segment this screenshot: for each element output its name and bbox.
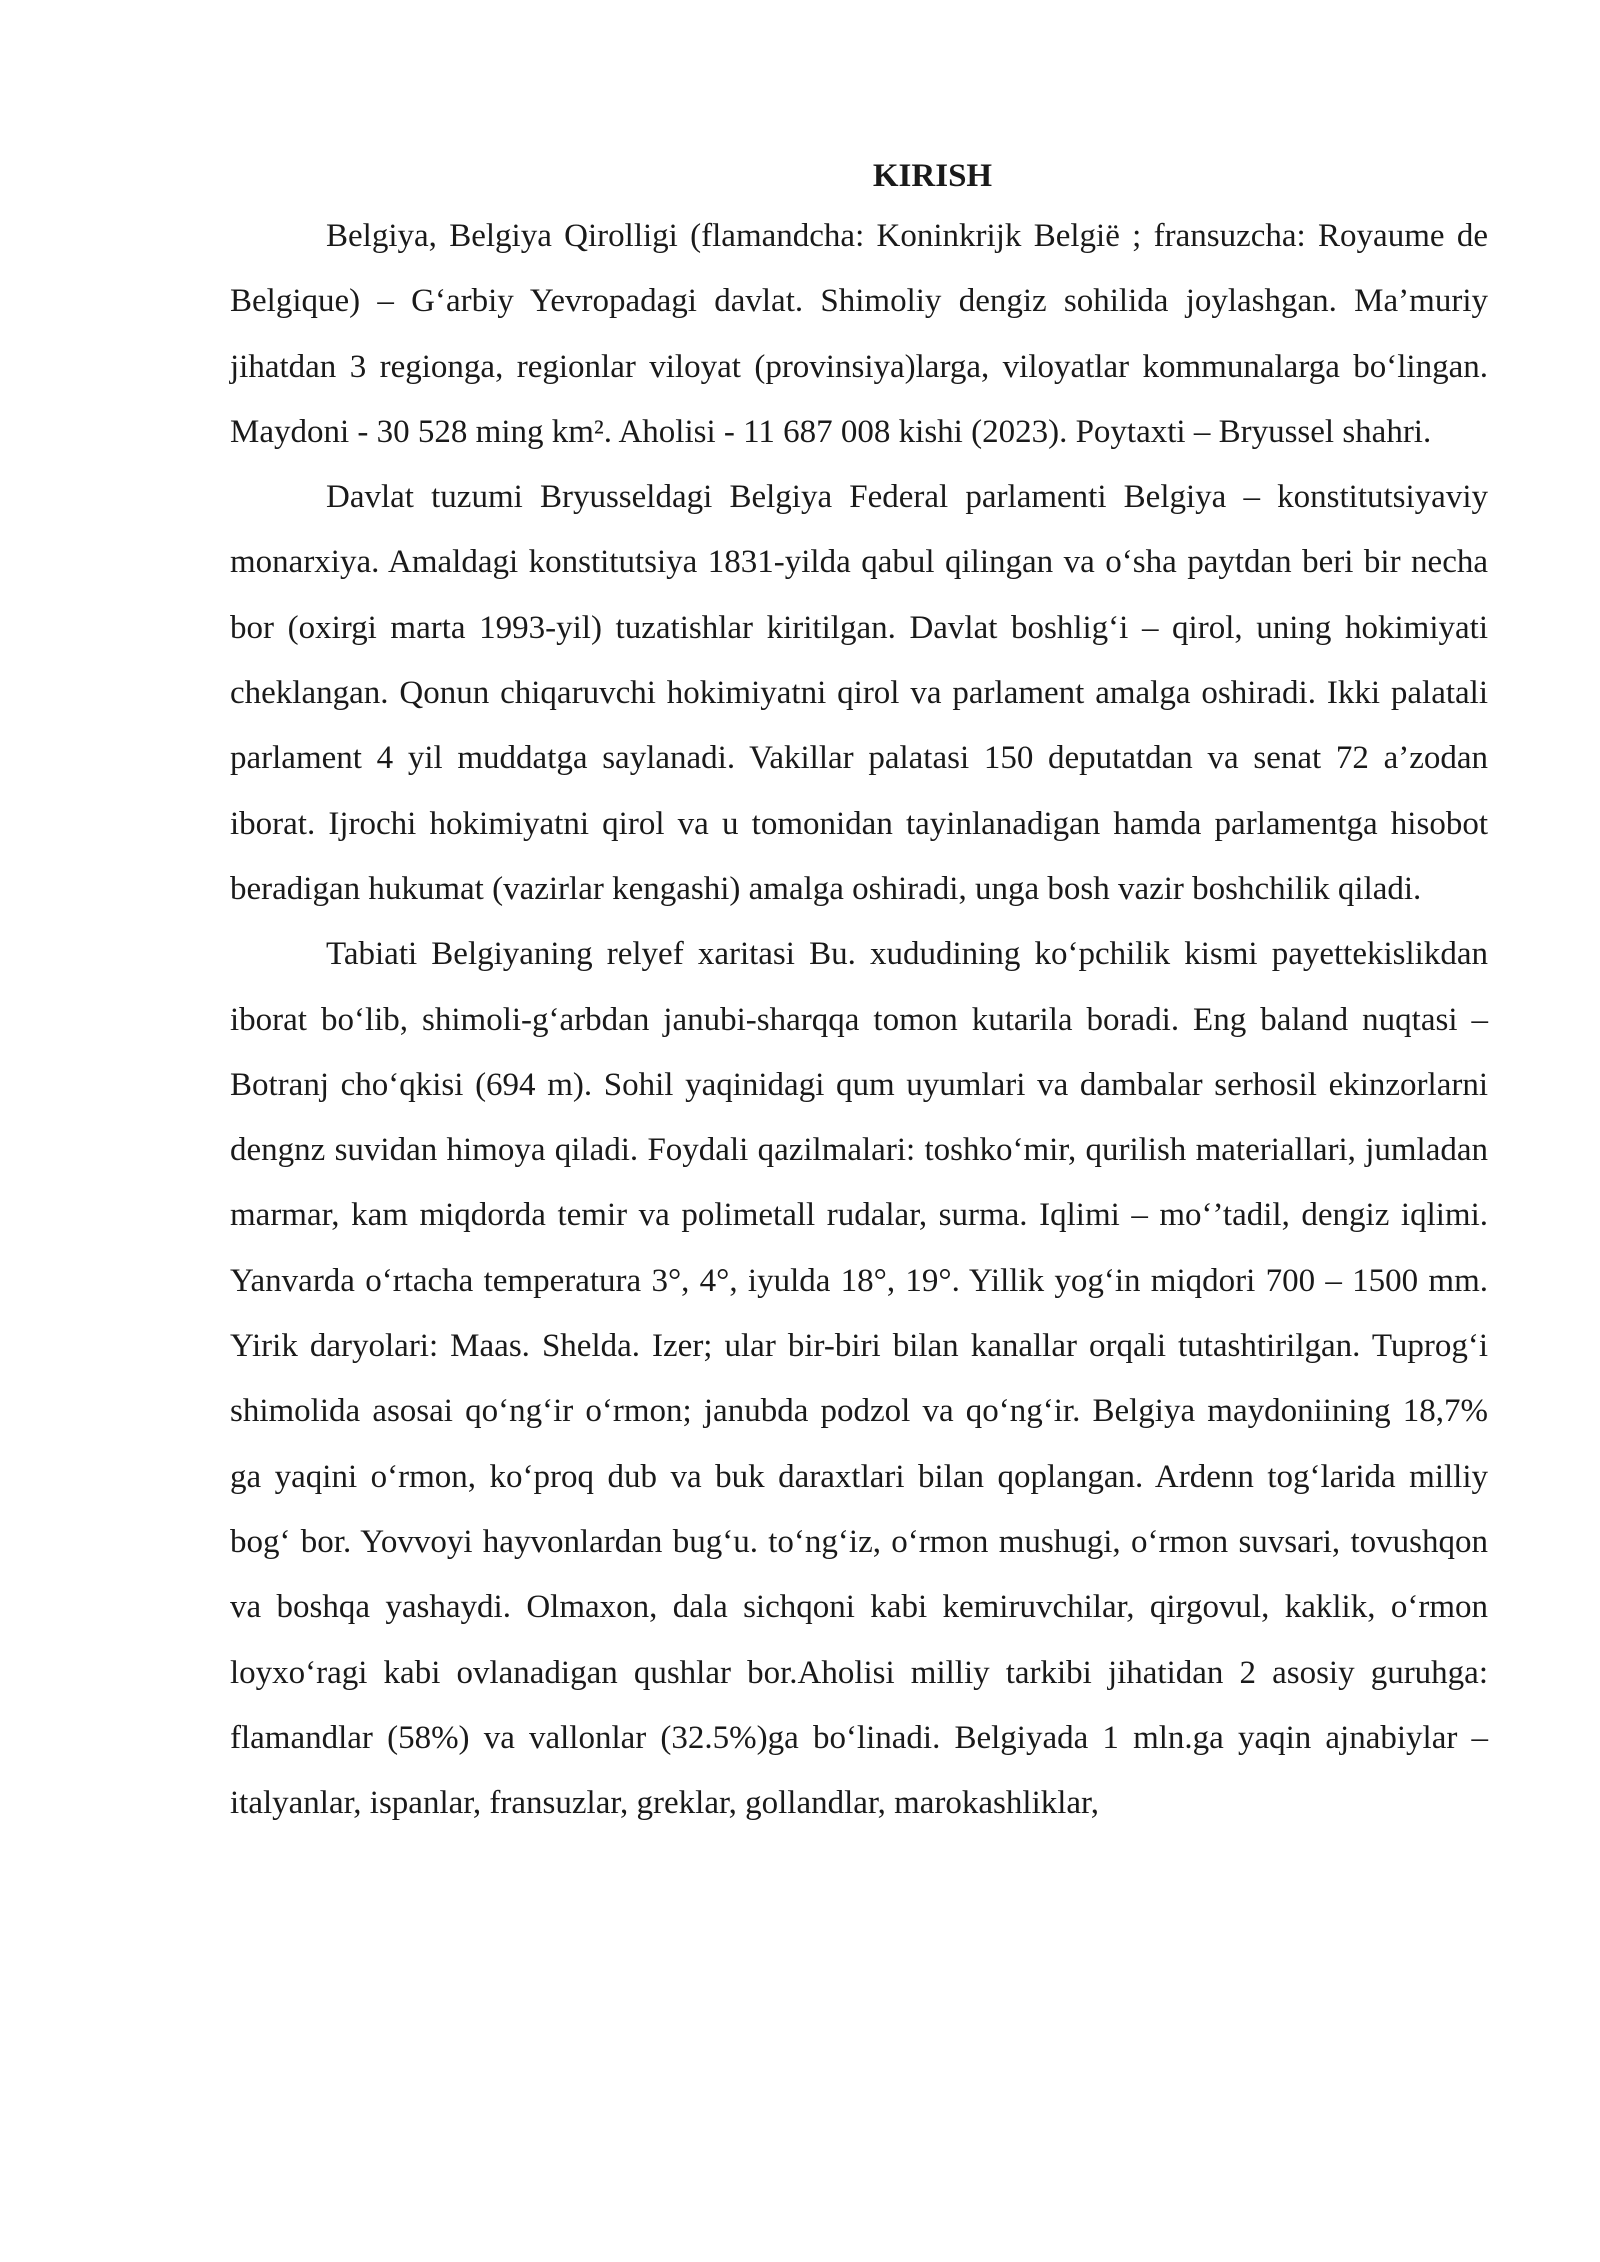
paragraph-intro: Belgiya, Belgiya Qirolligi (flamandcha: Koninkrijk België ; fransuzcha: Royaume de Belgique) – G‘arbiy Yevropadagi davlat. Shimoliy dengiz sohilida joylashgan. Ma’muriy jihatdan 3 regionga, regionlar viloyat (provinsiya)larga, viloyatlar kommunalarga bo‘lingan. Maydoni - 30 528 ming km². Aholisi - 11 687 008 kishi (2023). Poytaxti – Bryussel shahri. [230, 218, 1488, 450]
document-page [230, 148, 1488, 1836]
page-title: KIRISH [872, 158, 993, 194]
paragraph-nature: Tabiati Belgiyaning relyef xaritasi Bu. xududining ko‘pchilik kismi payettekislikdan iborat bo‘lib, shimoli-g‘arbdan janubi-sharqqa tomon kutarila boradi. Eng baland nuqtasi – Botranj cho‘qkisi (694 m). Sohil yaqinidagi qum uyumlari va dambalar serhosil ekinzorlarni dengnz suvidan himoya qiladi. Foydali qazilmalari: toshko‘mir, qurilish materiallari, jumladan marmar, kam miqdorda temir va polimetall rudalar, surma. Iqlimi – mo‘’tadil, dengiz iqlimi. Yanvarda o‘rtacha temperatura 3°, 4°, iyulda 18°, 19°. Yillik yog‘in miqdori 700 – 1500 mm. Yirik daryolari: Maas. Shelda. Izer; ular bir-biri bilan kanallar orqali tutashtirilgan. Tuprog‘i shimolida asosai qo‘ng‘ir o‘rmon; janubda podzol va qo‘ng‘ir. Belgiya maydoniining 18,7% ga yaqini o‘rmon, ko‘proq dub va buk daraxtlari bilan qoplangan. Ardenn tog‘larida milliy bog‘ bor. Yovvoyi hayvonlardan bug‘u. to‘ng‘iz, o‘rmon mushugi, o‘rmon suvsari, tovushqon va boshqa yashaydi. Olmaxon, dala sichqoni kabi kemiruvchilar, qirgovul, kaklik, o‘rmon loyxo‘ragi kabi ovlanadigan qushlar bor.Aholisi milliy tarkibi jihatidan 2 asosiy guruhga: flamandlar (58%) va vallonlar (32.5%)ga bo‘linadi. Belgiyada 1 mln.ga yaqin ajnabiylar – italyanlar, ispanlar, fransuzlar, greklar, gollandlar, marokashliklar, [230, 936, 1488, 1822]
paragraph-government: Davlat tuzumi Bryusseldagi Belgiya Federal parlamenti Belgiya – konstitutsiyaviy monarxiya. Amaldagi konstitutsiya 1831-yilda qabul qilingan va o‘sha paytdan beri bir necha bor (oxirgi marta 1993-yil) tuzatishlar kiritilgan. Davlat boshlig‘i – qirol, uning hokimiyati cheklangan. Qonun chiqaruvchi hokimiyatni qirol va parlament amalga oshiradi. Ikki palatali parlament 4 yil muddatga saylanadi. Vakillar palatasi 150 deputatdan va senat 72 a’zodan iborat. Ijrochi hokimiyatni qirol va u tomonidan tayinlanadigan hamda parlamentga hisobot beradigan hukumat (vazirlar kengashi) amalga oshiradi, unga bosh vazir boshchilik qiladi. [230, 479, 1488, 907]
